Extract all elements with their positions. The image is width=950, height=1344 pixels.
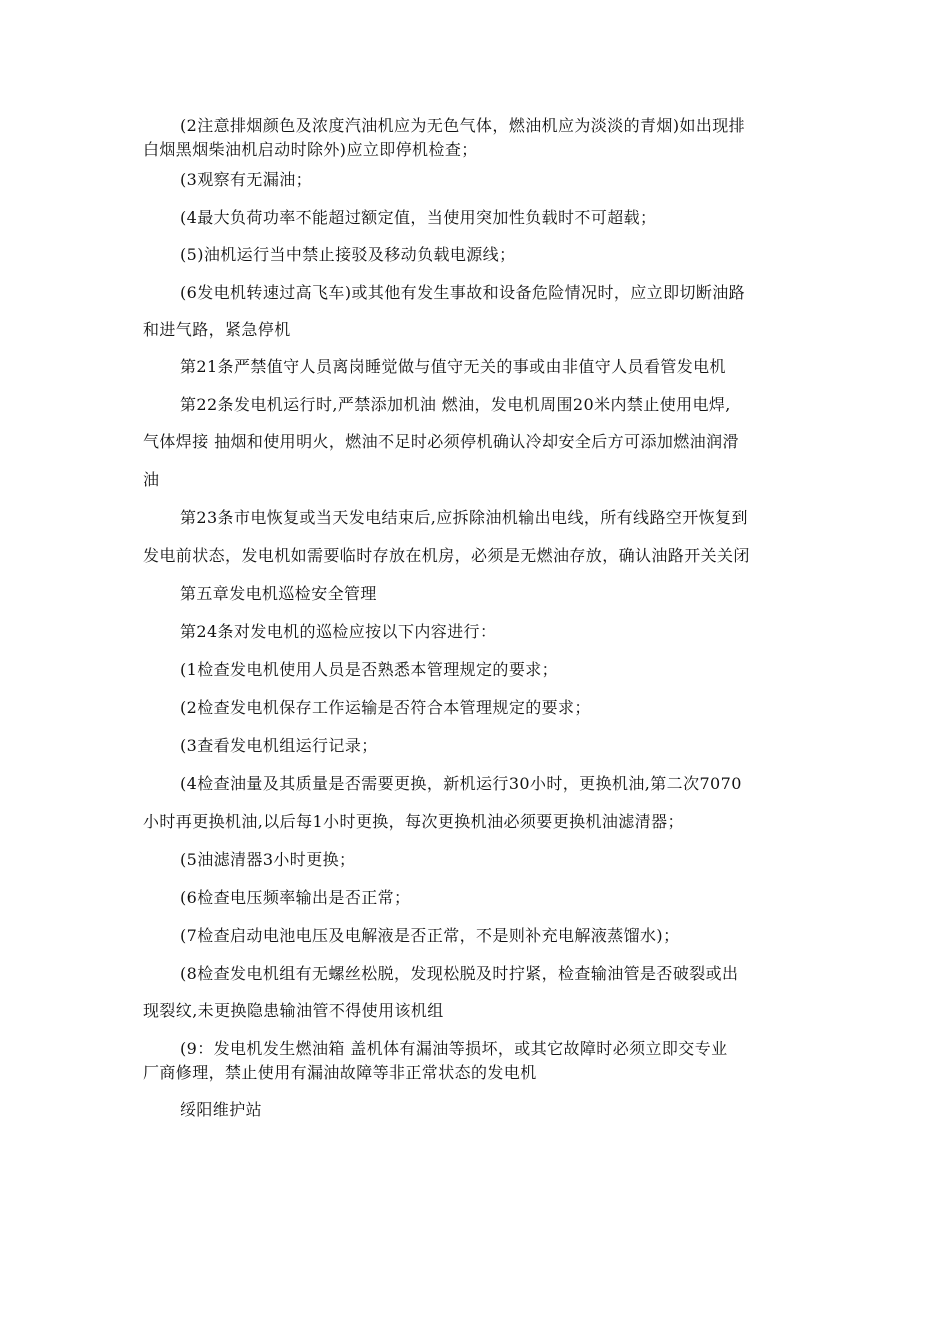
text-line: (7检查启动电池电压及电解液是否正常，不是则补充电解液蒸馏水)； [180, 926, 680, 945]
text-line: 发电前状态，发电机如需要临时存放在机房，必须是无燃油存放，确认油路开关关闭 [143, 546, 750, 565]
text-line: 白烟黑烟柴油机启动时除外)应立即停机检查； [143, 140, 478, 159]
text-line: (5油滤清器3小时更换； [180, 850, 356, 869]
text-line: (2检查发电机保存工作运输是否符合本管理规定的要求； [180, 698, 591, 717]
text-line: 第22条发电机运行时,严禁添加机油 燃油，发电机周围20米内禁止使用电焊, [180, 395, 731, 414]
text-line: 第24条对发电机的巡检应按以下内容进行： [180, 622, 497, 641]
text-line: (9：发电机发生燃油箱 盖机体有漏油等损坏，或其它故障时必须立即交专业 [180, 1039, 728, 1058]
signature: 绥阳维护站 [180, 1100, 263, 1119]
text-line: (4最大负荷功率不能超过额定值，当使用突加性负载时不可超载； [180, 208, 657, 227]
text-line: 厂商修理，禁止使用有漏油故障等非正常状态的发电机 [143, 1063, 537, 1082]
text-line: (2注意排烟颜色及浓度汽油机应为无色气体，燃油机应为淡淡的青烟)如出现排 [180, 116, 746, 135]
text-line: (3查看发电机组运行记录； [180, 736, 378, 755]
text-line: (5)油机运行当中禁止接驳及移动负载电源线； [180, 245, 516, 264]
text-line: (1检查发电机使用人员是否熟悉本管理规定的要求； [180, 660, 559, 679]
text-line: 和进气路，紧急停机 [143, 320, 291, 339]
text-line: (6发电机转速过高飞车)或其他有发生事故和设备危险情况时，应立即切断油路 [180, 283, 746, 302]
text-line: (4检查油量及其质量是否需要更换，新机运行30小时，更换机油,第二次7070 [180, 774, 742, 793]
text-line: 第23条市电恢复或当天发电结束后,应拆除油机输出电线，所有线路空开恢复到 [180, 508, 748, 527]
text-line: 第21条严禁值守人员离岗睡觉做与值守无关的事或由非值守人员看管发电机 [180, 357, 726, 376]
text-line: (8检查发电机组有无螺丝松脱，发现松脱及时拧紧，检查输油管是否破裂或出 [180, 964, 739, 983]
text-line: (6检查电压频率输出是否正常； [180, 888, 411, 907]
text-line: 小时再更换机油,以后每1小时更换，每次更换机油必须要更换机油滤清器； [143, 812, 684, 831]
text-line: (3观察有无漏油； [180, 170, 313, 189]
text-line: 现裂纹,未更换隐患输油管不得使用该机组 [143, 1001, 444, 1020]
text-line: 气体焊接 抽烟和使用明火，燃油不足时必须停机确认冷却安全后方可添加燃油润滑 [143, 432, 739, 451]
chapter-heading: 第五章发电机巡检安全管理 [180, 584, 377, 603]
text-line: 油 [143, 470, 160, 489]
